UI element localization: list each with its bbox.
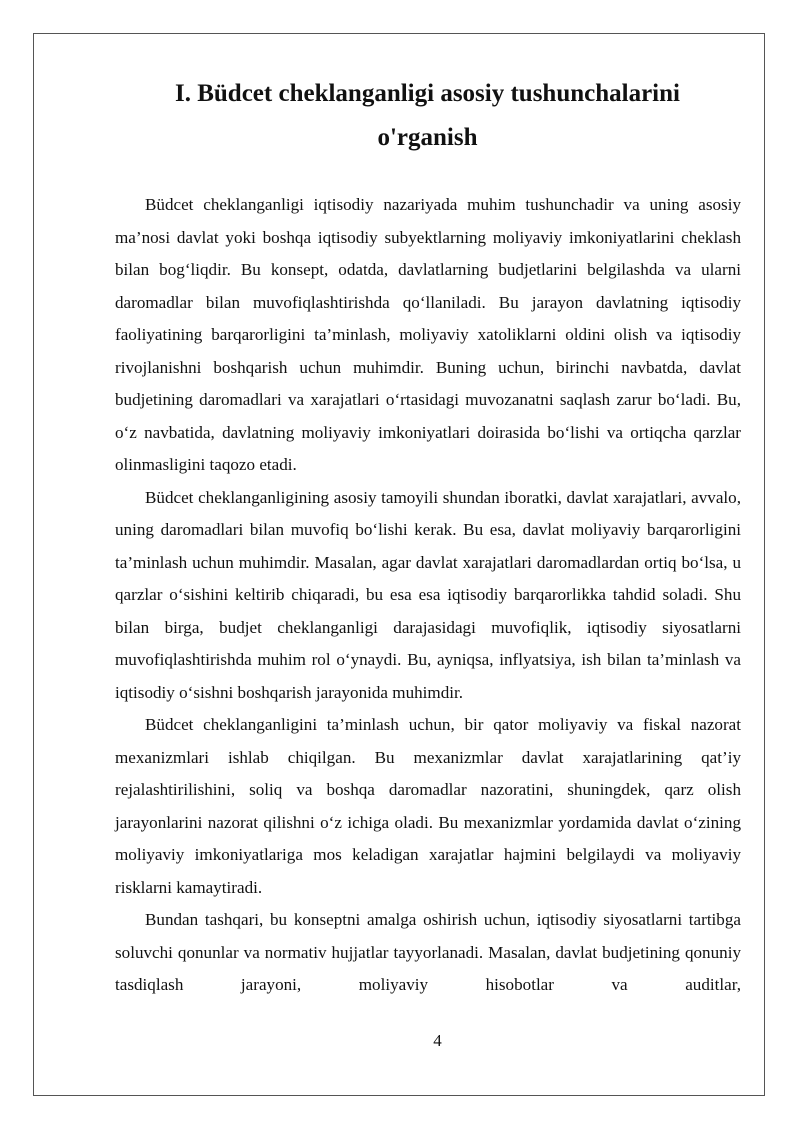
page-number: 4	[433, 1031, 442, 1050]
paragraph-2: Büdcet cheklanganligining asosiy tamoyili shundan iboratki, davlat xarajatlari, avvalo, uning daromadlari bilan muvofiq bo‘lishi kerak. Bu esa, davlat moliyaviy barqarorligini ta’minlash uchun muhimdir. Masalan, agar davlat xarajatlari daromadlardan ortiq bo‘lsa, u qarzlar o‘sishini keltirib chiqaradi, bu esa esa iqtisodiy barqarorlikka tahdid soladi. Shu bilan birga, budjet cheklanganligi darajasidagi muvofiqlik, iqtisodiy siyosatlarni muvofiqlashtirishda muhim rol o‘ynaydi. Bu, ayniqsa, inflyatsiya, ish bilan ta’minlash va iqtisodiy o‘sishni boshqarish jarayonida muhimdir.	[115, 487, 741, 702]
section-heading	[60, 72, 795, 160]
heading-line-1: I. Büdcet cheklanganligi asosiy tushunchalarini	[175, 80, 680, 107]
heading-line-2: o'rganish	[377, 124, 478, 151]
paragraph-4: Bundan tashqari, bu konseptni amalga oshirish uchun, iqtisodiy siyosatlarni tartibga soluvchi qonunlar va normativ hujjatlar tayyorlanadi. Masalan, davlat budjetining qonuniy tasdiqlash jarayoni, moliyaviy hisobotlar va auditlar,	[115, 910, 741, 994]
body-text	[115, 189, 741, 1002]
paragraph-3: Büdcet cheklanganligini ta’minlash uchun, bir qator moliyaviy va fiskal nazorat mexanizmlari ishlab chiqilgan. Bu mexanizmlar davlat xarajatlarining qat’iy rejalashtirilishini, soliq va boshqa daromadlar nazoratini, shuningdek, qarz olish jarayonlarini nazorat qilishni o‘z ichiga oladi. Bu mexanizmlar yordamida davlat o‘zining moliyaviy imkoniyatlariga mos keladigan xarajatlar hajmini belgilaydi va moliyaviy risklarni kamaytiradi.	[115, 715, 741, 897]
paragraph-1: Büdcet cheklanganligi iqtisodiy nazariyada muhim tushunchadir va uning asosiy ma’nosi davlat yoki boshqa iqtisodiy subyektlarning moliyaviy imkoniyatlarini cheklash bilan bog‘liqdir. Bu konsept, odatda, davlatlarning budjetlarini belgilashda va ularni daromadlar bilan muvofiqlashtirishda qo‘llaniladi. Bu jarayon davlatning iqtisodiy faoliyatining barqarorligini ta’minlash, moliyaviy xatoliklarni oldini olish va iqtisodiy rivojlanishni boshqarish uchun muhimdir. Buning uchun, birinchi navbatda, davlat budjetining daromadlari va xarajatlari o‘rtasidagi muvozanatni saqlash zarur bo‘ladi. Bu, o‘z navbatida, davlatning moliyaviy imkoniyatlari doirasida bo‘lishi va ortiqcha qarzlar olinmasligini taqozo etadi.	[115, 195, 741, 474]
